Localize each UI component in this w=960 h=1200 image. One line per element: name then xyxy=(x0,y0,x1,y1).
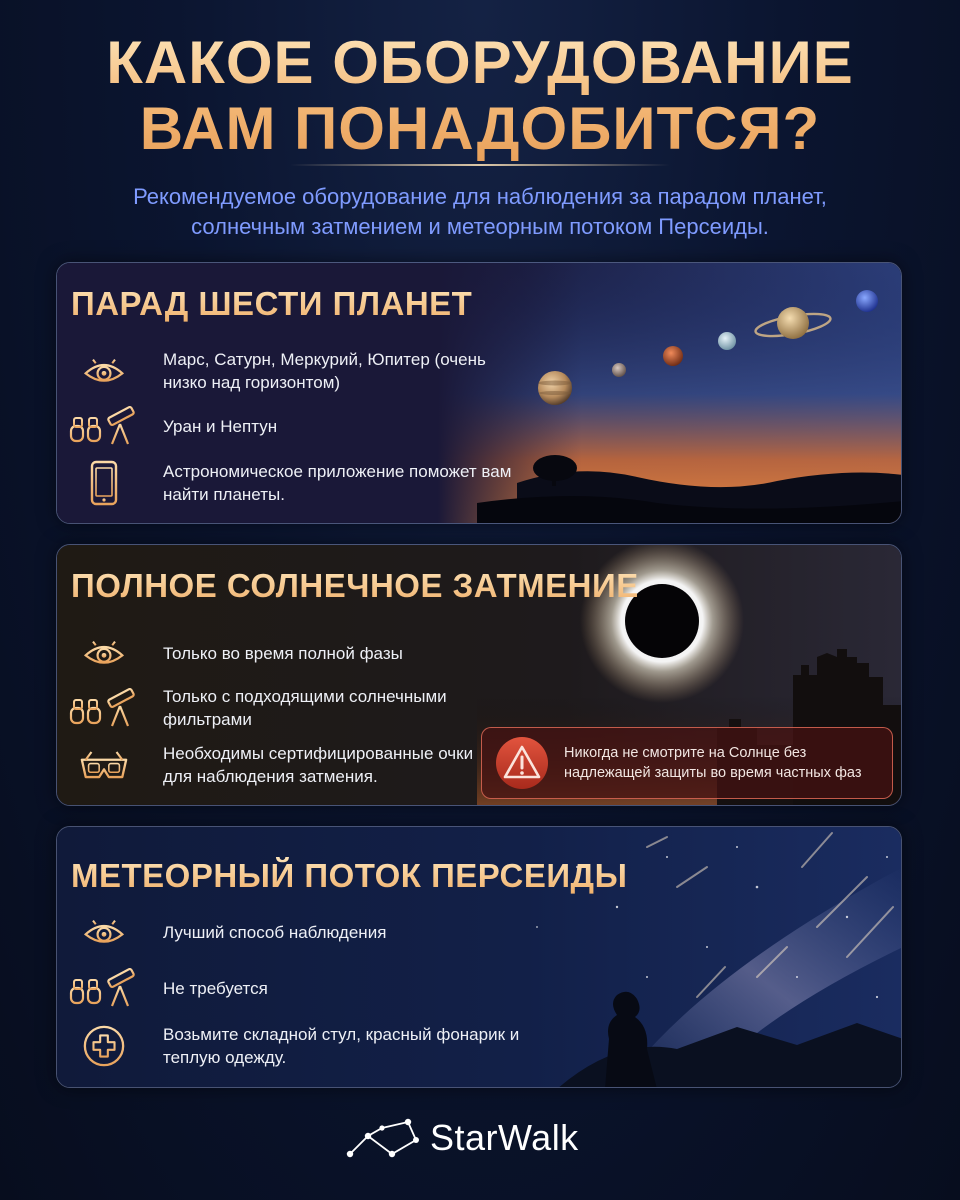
list-item xyxy=(65,963,535,1013)
warning-icon xyxy=(494,735,550,791)
list-item xyxy=(65,458,535,508)
list-item-text: Необходимы сертифицированные очки для наблюдения затмения. xyxy=(163,744,474,786)
list-item-text: Не требуется xyxy=(163,978,268,998)
card-planet-parade xyxy=(56,262,902,524)
card-perseids xyxy=(56,826,902,1088)
list-item-text: Только с подходящими солнечными фильтрами xyxy=(163,687,447,729)
list-item xyxy=(65,628,535,678)
page-subtitle xyxy=(40,182,920,242)
title-line-2: ВАМ ПОНАДОБИТСЯ? xyxy=(139,95,821,162)
list-item xyxy=(65,1021,535,1071)
binoculars-telescope-icon xyxy=(65,403,143,449)
title-line-1: КАКОЕ ОБОРУДОВАНИЕ xyxy=(106,29,854,96)
list-item-text: Лучший способ наблюдения xyxy=(163,922,387,942)
list-item xyxy=(65,907,535,957)
card-solar-eclipse xyxy=(56,544,902,806)
subtitle-line-1: Рекомендуемое оборудование для наблюдения за парадом планет, xyxy=(133,184,827,209)
section-title: ПАРАД ШЕСТИ ПЛАНЕТ xyxy=(71,285,473,322)
smartphone-icon xyxy=(65,460,143,506)
warning-box xyxy=(481,727,893,799)
list-item-text: Уран и Нептун xyxy=(163,416,278,436)
eye-icon xyxy=(65,348,143,394)
subtitle-line-2: солнечным затмением и метеорным потоком Персеиды. xyxy=(191,214,769,239)
eye-icon xyxy=(65,909,143,955)
page-title xyxy=(0,30,960,162)
starwalk-logo xyxy=(346,1108,616,1168)
constellation-icon xyxy=(346,1114,422,1162)
binoculars-telescope-icon xyxy=(65,965,143,1011)
list-item-text: Марс, Сатурн, Меркурий, Юпитер (очень низко над горизонтом) xyxy=(163,350,486,392)
eclipse-glasses-icon xyxy=(65,742,143,788)
title-divider xyxy=(290,164,670,166)
logo-text: StarWalk xyxy=(430,1117,579,1158)
warning-text: Никогда не смотрите на Солнце без надлежащей защиты во время частных фаз xyxy=(564,745,862,781)
list-item xyxy=(65,401,535,451)
eye-icon xyxy=(65,630,143,676)
list-item xyxy=(65,346,535,396)
binoculars-telescope-icon xyxy=(65,685,143,731)
section-title: ПОЛНОЕ СОЛНЕЧНОЕ ЗАТМЕНИЕ xyxy=(71,567,639,604)
section-title: МЕТЕОРНЫЙ ПОТОК ПЕРСЕИДЫ xyxy=(71,857,628,894)
plus-circle-icon xyxy=(65,1023,143,1069)
list-item-text: Возьмите складной стул, красный фонарик и теплую одежду. xyxy=(163,1025,520,1067)
list-item-text: Только во время полной фазы xyxy=(163,643,403,663)
list-item xyxy=(65,740,535,790)
list-item xyxy=(65,683,535,733)
list-item-text: Астрономическое приложение поможет вам найти планеты. xyxy=(163,462,512,504)
